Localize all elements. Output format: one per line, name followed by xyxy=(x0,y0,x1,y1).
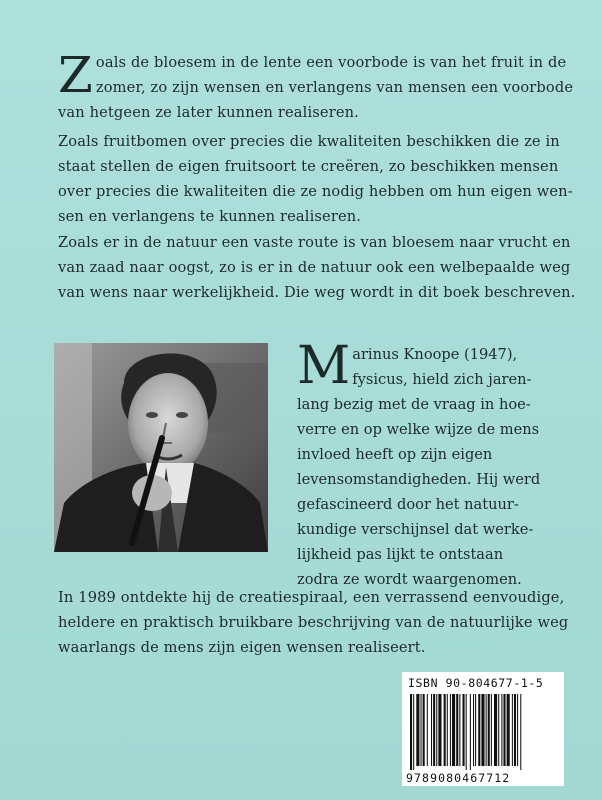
barcode-label xyxy=(402,672,564,786)
text-line: waarlangs de mens zijn eigen wensen realiseert. xyxy=(58,639,426,656)
barcode-bar xyxy=(436,694,437,766)
text-line: verre en op welke wijze de mens xyxy=(297,421,540,438)
barcode-bar xyxy=(466,694,467,770)
barcode-bar xyxy=(413,694,414,770)
drop-cap: Z xyxy=(58,46,93,104)
text-line: fysicus, hield zich jaren- xyxy=(352,371,532,388)
text-line: Zoals er in de natuur een vaste route is van bloesem naar vrucht en xyxy=(58,234,571,251)
barcode-bar xyxy=(444,694,446,766)
barcode-bar xyxy=(475,694,476,766)
text-line: levensomstandigheden. Hij werd xyxy=(297,471,541,488)
text-line: van zaad naar oogst, zo is er in de natuur ook een welbepaalde weg xyxy=(58,259,571,276)
barcode-bar xyxy=(438,694,441,766)
text-line: van hetgeen ze later kunnen realiseren. xyxy=(58,104,359,121)
barcode-bar xyxy=(501,694,502,766)
barcode-bar xyxy=(478,694,480,766)
text-line: arinus Knoope (1947), xyxy=(352,346,518,363)
barcode-bar xyxy=(450,694,451,766)
text-line: over precies die kwaliteiten die ze nodig hebben om hun eigen wen- xyxy=(58,183,573,200)
text-line: staat stellen de eigen fruitsoort te creëren, zo beschikken mensen xyxy=(58,158,559,175)
barcode-bar xyxy=(520,694,521,770)
barcode-bar xyxy=(503,694,505,766)
closing-paragraph xyxy=(58,585,569,660)
author-bio xyxy=(297,336,559,592)
barcode-bar xyxy=(410,694,412,770)
text-line: sen en verlangens te kunnen realiseren. xyxy=(58,208,362,225)
barcode-bar xyxy=(494,694,497,766)
barcode-bar xyxy=(421,694,422,766)
barcode-bar xyxy=(447,694,448,766)
barcode-bar xyxy=(498,694,499,766)
barcode-bar xyxy=(470,694,471,770)
text-line: lijkheid pas lijkt te ontstaan xyxy=(297,546,504,563)
barcode-bar xyxy=(517,694,518,766)
barcode-bar xyxy=(512,694,513,766)
barcode-bar xyxy=(431,694,432,766)
barcode-bar xyxy=(473,694,474,766)
intro-paragraph-1 xyxy=(58,46,574,125)
text-line: heldere en praktisch bruikbare beschrijving van de natuurlijke weg xyxy=(58,614,569,631)
ean-number: 9789080467712 xyxy=(406,771,511,785)
intro-paragraph-2 xyxy=(58,129,573,229)
barcode-bar xyxy=(488,694,490,766)
barcode-bar xyxy=(486,694,487,766)
barcode-bar xyxy=(459,694,460,766)
barcode-bar xyxy=(433,694,435,766)
barcode-bar xyxy=(514,694,516,766)
barcode-bar xyxy=(452,694,455,766)
barcode-bar xyxy=(423,694,425,766)
drop-cap: M xyxy=(297,336,351,396)
barcode-bar xyxy=(463,694,465,766)
barcode-bar xyxy=(491,694,492,766)
barcode-bar xyxy=(416,694,419,766)
author-portrait-icon xyxy=(54,343,268,552)
author-photo xyxy=(54,343,268,552)
text-line: zomer, zo zijn wensen en verlangens van mensen een voorbode xyxy=(95,79,574,96)
barcode-bar xyxy=(507,694,510,766)
text-line: oals de bloesem in de lente een voorbode is van het fruit in de xyxy=(95,54,567,71)
intro-paragraph-3 xyxy=(58,230,576,305)
text-line: gefascineerd door het natuur- xyxy=(297,496,519,513)
text-line: kundige verschijnsel dat werke- xyxy=(297,521,534,538)
text-line: invloed heeft op zijn eigen xyxy=(297,446,493,463)
text-line: In 1989 ontdekte hij de creatiespiraal, een verrassend eenvoudige, xyxy=(58,589,565,606)
barcode-bar xyxy=(481,694,484,766)
text-line: zodra ze wordt waargenomen. xyxy=(297,571,522,588)
isbn-number: ISBN 90-804677-1-5 xyxy=(408,676,544,690)
barcode-icon xyxy=(408,694,558,770)
text-line: van wens naar werkelijkheid. Die weg wordt in dit boek beschreven. xyxy=(58,284,576,301)
text-line: Zoals fruitbomen over precies die kwaliteiten beschikken die ze in xyxy=(58,133,560,150)
text-line: lang bezig met de vraag in hoe- xyxy=(297,396,531,413)
barcode-bar xyxy=(456,694,458,766)
barcode-bar xyxy=(427,694,428,766)
